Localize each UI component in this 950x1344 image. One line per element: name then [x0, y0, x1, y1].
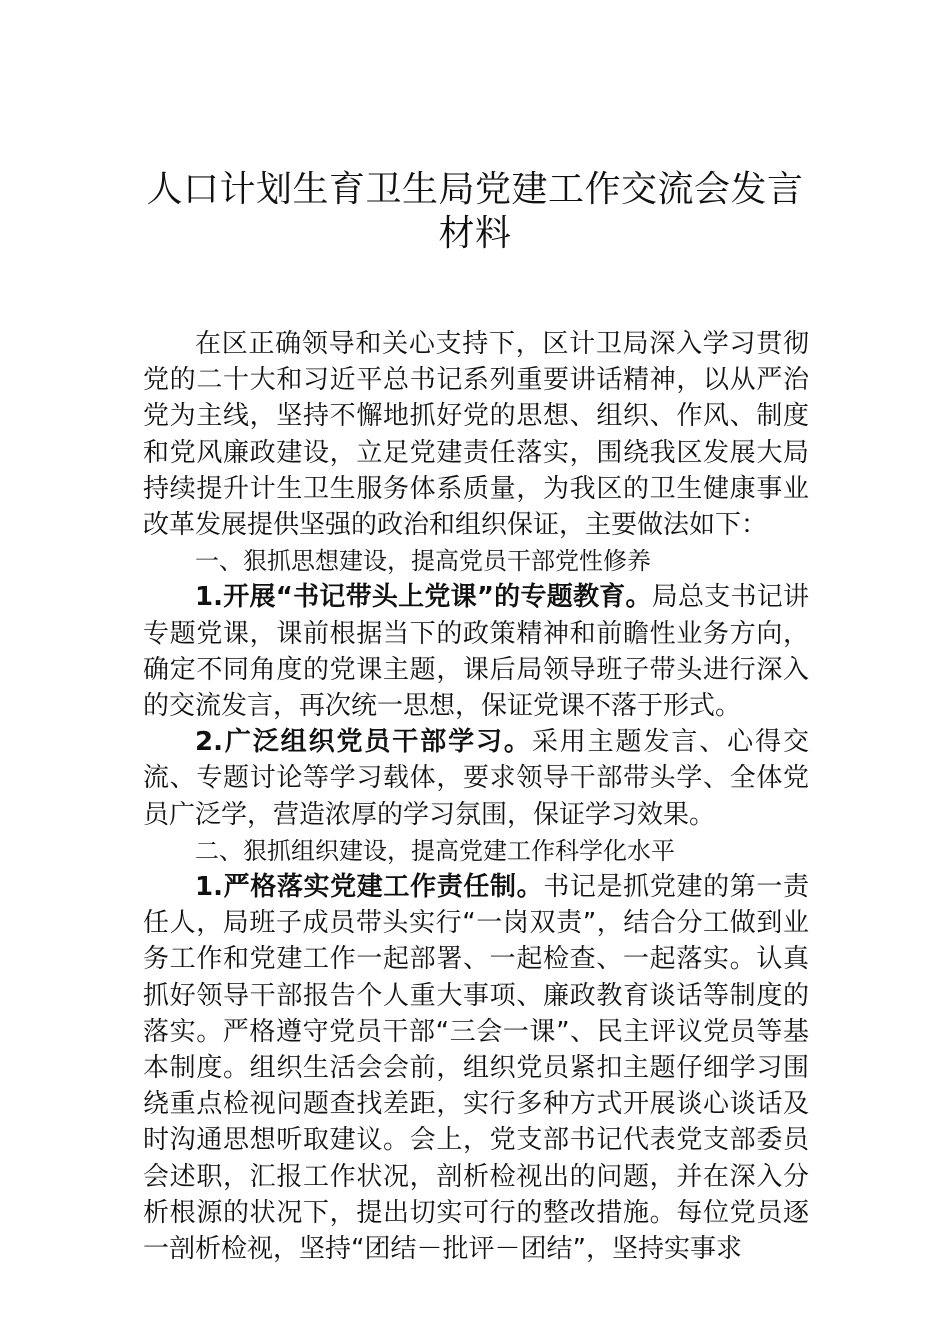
intro-text: 在区正确领导和关心支持下，区计卫局深入学习贯彻党的二十大和习近平总书记系列重要讲话精神，以从严治党为主线，坚持不懈地抓好党的思想、组织、作风、制度和党风廉政建设，立足党建责任落实，围绕我区发展大局持续提升计生卫生服务体系质量，为我区的卫生健康事业改革发展提供坚强的政治和组织保证，主要做法如下： — [143, 329, 809, 541]
intro-paragraph — [143, 326, 809, 543]
section-heading-1-text: 一、狠抓思想建设，提高党员干部党性修养 — [195, 547, 651, 576]
item-2-1-lead: 1.严格落实党建工作责任制。 — [195, 872, 544, 903]
item-1-1-text: 局总支书记讲专题党课，课前根据当下的政策精神和前瞻性业务方向，确定不同角度的党课主题，课后局领导班子带头进行深入的交流发言，再次统一思想，保证党课不落于形式。 — [143, 582, 809, 722]
section-heading-1 — [143, 543, 809, 579]
item-1-2-text: 采用主题发言、心得交流、专题讨论等学习载体，要求领导干部带头学、全体党员广泛学，营造浓厚的学习氛围，保证学习效果。 — [143, 727, 809, 830]
document-title-line-1: 人口计划生育卫生局党建工作交流会发言 — [146, 169, 804, 210]
paragraph-item-2-1 — [143, 869, 809, 1267]
document-body — [143, 326, 809, 1267]
item-1-2-lead: 2.广泛组织党员干部学习。 — [195, 727, 532, 758]
paragraph-item-1-2 — [143, 724, 809, 833]
item-2-1-text: 书记是抓党建的第一责任人，局班子成员带头实行“一岗双责”，结合分工做到业务工作和党建工作一起部署、一起检查、一起落实。认真抓好领导干部报告个人重大事项、廉政教育谈话等制度的落实。严格遵守党员干部“三会一课”、民主评议党员等基本制度。组织生活会会前，组织党员紧扣主题仔细学习围绕重点检视问题查找差距，实行多种方式开展谈心谈话及时沟通思想听取建议。会上，党支部书记代表党支部委员会述职，汇报工作状况，剖析检视出的问题，并在深入分析根源的状况下，提出切实可行的整改措施。每位党员逐一剖析检视，坚持“团结－批评－团结”，坚持实事求 — [143, 872, 809, 1265]
document-title-line-2: 材料 — [438, 213, 512, 254]
section-heading-2-text: 二、狠抓组织建设，提高党建工作科学化水平 — [195, 836, 675, 865]
paragraph-item-1-1 — [143, 579, 809, 724]
item-1-1-lead: 1.开展“书记带头上党课”的专题教育。 — [195, 582, 652, 613]
section-heading-2 — [143, 833, 809, 869]
